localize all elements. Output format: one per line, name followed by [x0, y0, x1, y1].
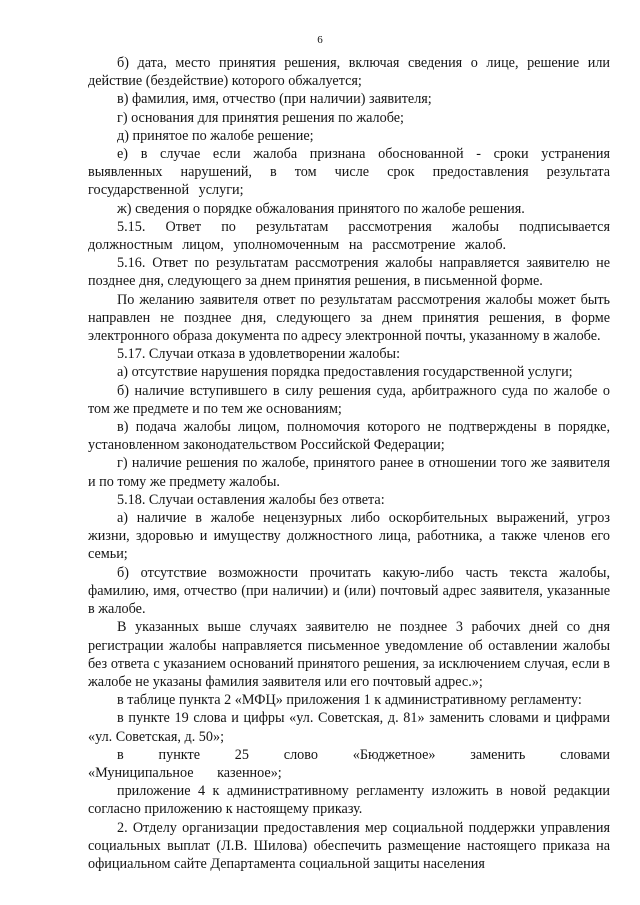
- paragraph: б) отсутствие возможности прочитать какую-либо часть текста жалобы, фамилию, имя, отчество (при наличии) и (или) почтовый адрес заявителя, указанные в жалобе.: [88, 564, 610, 618]
- page-number: 6: [317, 34, 323, 46]
- paragraph: г) основания для принятия решения по жалобе;: [117, 109, 404, 126]
- paragraph: в пункте 25 слово «Бюджетное» заменить словами «Муниципальное казенное»;: [88, 746, 610, 781]
- paragraph: приложение 4 к административному регламенту изложить в новой редакции согласно приложению к настоящему приказу.: [88, 783, 610, 818]
- paragraph: По желанию заявителя ответ по результатам рассмотрения жалобы может быть направлен не позднее дня, следующего за днем принятия решения, в форме электронного образа документа по адресу электронной почты, указанному в жалобе.: [88, 291, 610, 345]
- paragraph: в таблице пункта 2 «МФЦ» приложения 1 к административному регламенту:: [117, 692, 582, 709]
- paragraph: в) фамилия, имя, отчество (при наличии) заявителя;: [117, 91, 432, 108]
- paragraph: 5.17. Случаи отказа в удовлетворении жалобы:: [117, 346, 401, 363]
- paragraph: е) в случае если жалоба признана обоснованной - сроки устранения выявленных нарушений, в том числе срок предоставления результата государственной услуги;: [88, 146, 610, 199]
- paragraph: а) наличие в жалобе нецензурных либо оскорбительных выражений, угроз жизни, здоровью и имуществу должностного лица, работника, а также членов его семьи;: [88, 510, 610, 563]
- paragraph: д) принятое по жалобе решение;: [117, 127, 314, 144]
- document-body: [88, 54, 610, 873]
- paragraph: в пункте 19 слова и цифры «ул. Советская, д. 81» заменить словами и цифрами «ул. Советская, д. 50»;: [88, 710, 610, 745]
- paragraph: б) дата, место принятия решения, включая сведения о лице, решение или действие (бездействие) которого обжалуется;: [88, 55, 610, 90]
- paragraph: 5.15. Ответ по результатам рассмотрения жалобы подписывается должностным лицом, уполномоченным на рассмотрение жалоб.: [88, 218, 610, 254]
- paragraph: в) подача жалобы лицом, полномочия которого не подтверждены в порядке, установленном законодательством Российской Федерации;: [88, 419, 610, 454]
- paragraph: 2. Отделу организации предоставления мер социальной поддержки управления социальных выплат (Л.В. Шилова) обеспечить размещение настоящего приказа на официальном сайте Департамента социальной защиты населения: [88, 819, 610, 872]
- paragraph: 5.18. Случаи оставления жалобы без ответа:: [117, 491, 385, 508]
- paragraph: а) отсутствие нарушения порядка предоставления государственной услуги;: [117, 364, 573, 381]
- paragraph: В указанных выше случаях заявителю не позднее 3 рабочих дней со дня регистрации жалобы направляется письменное уведомление об оставлении жалобы без ответа с указанием оснований принятого решения, за исключением случая, если в жалобе не указаны фамилия заявителя или его почтовый адрес.»;: [88, 619, 610, 690]
- paragraph: 5.16. Ответ по результатам рассмотрения жалобы направляется заявителю не позднее дня, следующего за днем принятия решения, в письменной форме.: [88, 255, 610, 290]
- paragraph: б) наличие вступившего в силу решения суда, арбитражного суда по жалобе о том же предмете и по тем же основаниям;: [88, 382, 610, 417]
- paragraph: г) наличие решения по жалобе, принятого ранее в отношении того же заявителя и по тому же предмету жалобы.: [88, 455, 610, 490]
- paragraph: ж) сведения о порядке обжалования принятого по жалобе решения.: [117, 200, 525, 217]
